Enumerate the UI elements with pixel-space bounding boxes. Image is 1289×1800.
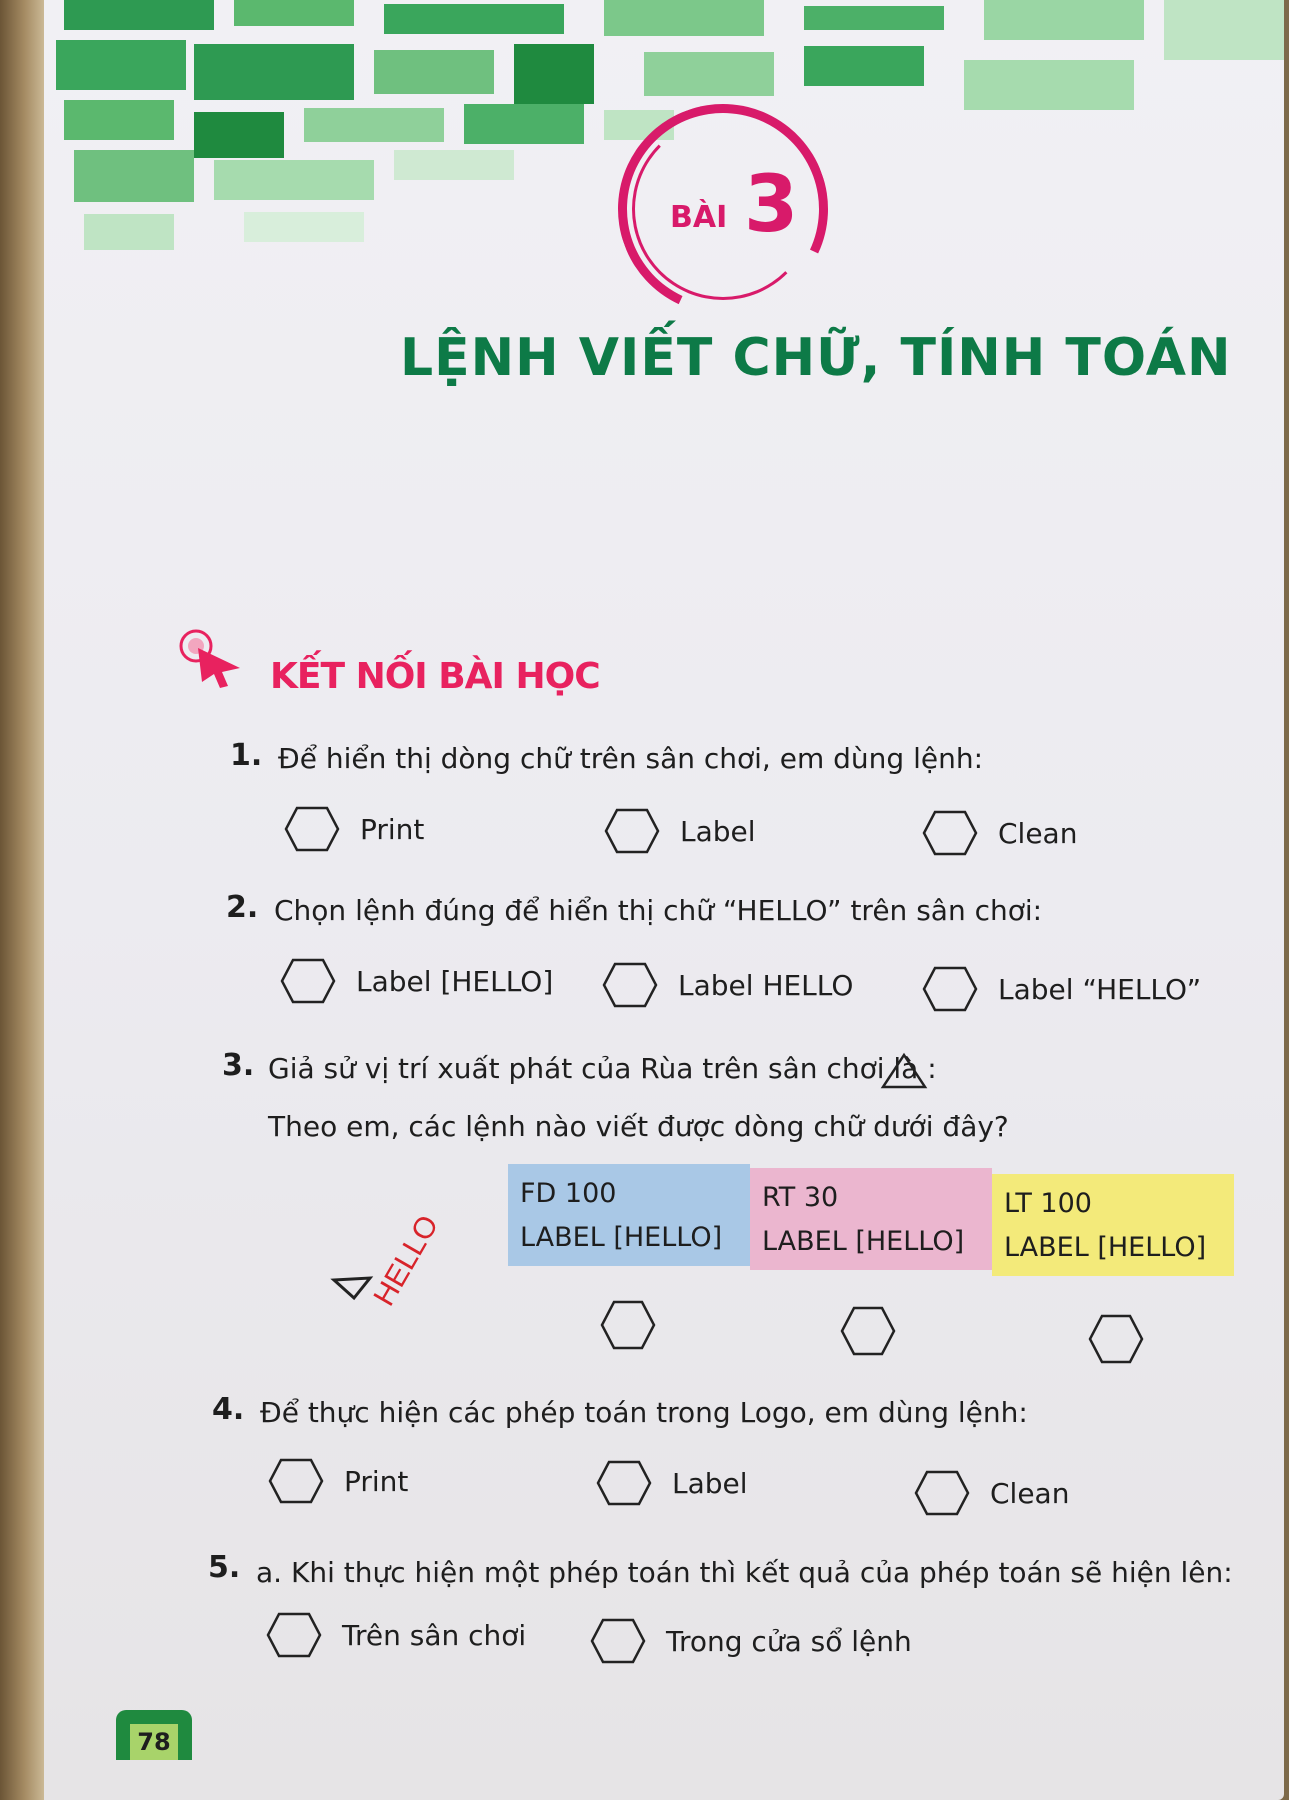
option-label: Label [HELLO]: [356, 964, 554, 998]
question-number: 1.: [230, 738, 263, 773]
option-label: Label “HELLO”: [998, 972, 1202, 1006]
answer-option[interactable]: [596, 1460, 748, 1506]
option-label: Trên sân chơi: [342, 1618, 527, 1652]
lesson-number: 3: [744, 160, 799, 250]
hexagon-checkbox-icon[interactable]: [604, 808, 660, 854]
question-subtext: Theo em, các lệnh nào viết được dòng chữ dưới đây?: [268, 1110, 1009, 1143]
answer-option[interactable]: [590, 1618, 912, 1664]
turtle-start-triangle-icon: [880, 1052, 928, 1090]
hexagon-checkbox-icon[interactable]: [268, 1458, 324, 1504]
hexagon-checkbox-icon[interactable]: [600, 1300, 656, 1350]
answer-option[interactable]: [914, 1470, 1069, 1516]
option-label: Clean: [990, 1476, 1070, 1510]
answer-option[interactable]: [922, 810, 1077, 856]
lesson-label: BÀI: [670, 200, 728, 235]
answer-option[interactable]: [604, 808, 756, 854]
question-number: 2.: [226, 890, 259, 925]
command-line: FD 100: [520, 1178, 617, 1209]
answer-option[interactable]: [266, 1612, 526, 1658]
question-text: Chọn lệnh đúng để hiển thị chữ “HELLO” trên sân chơi:: [274, 894, 1043, 927]
hexagon-checkbox-icon[interactable]: [280, 958, 336, 1004]
question-number: 4.: [212, 1392, 245, 1427]
answer-option[interactable]: [922, 966, 1201, 1012]
command-line: LT 100: [1004, 1188, 1092, 1219]
cursor-icon: [176, 628, 246, 690]
hexagon-checkbox-icon[interactable]: [284, 806, 340, 852]
section-title: KẾT NỐI BÀI HỌC: [270, 656, 600, 697]
option-label: Clean: [998, 816, 1078, 850]
hexagon-checkbox-icon[interactable]: [922, 966, 978, 1012]
option-label: Label HELLO: [678, 968, 854, 1002]
command-box: [992, 1174, 1234, 1276]
command-box: [508, 1164, 750, 1266]
question-text: Để thực hiện các phép toán trong Logo, em dùng lệnh:: [260, 1396, 1028, 1429]
answer-option[interactable]: [280, 958, 553, 1004]
hexagon-checkbox-icon[interactable]: [922, 810, 978, 856]
hexagon-checkbox-icon[interactable]: [266, 1612, 322, 1658]
answer-option[interactable]: [602, 962, 853, 1008]
answer-option[interactable]: [268, 1458, 408, 1504]
hexagon-checkbox-icon[interactable]: [602, 962, 658, 1008]
command-line: RT 30: [762, 1182, 839, 1213]
question-number: 5.: [208, 1550, 241, 1585]
hexagon-checkbox-icon[interactable]: [1088, 1314, 1144, 1364]
hexagon-checkbox-icon[interactable]: [914, 1470, 970, 1516]
option-label: Trong cửa sổ lệnh: [666, 1624, 912, 1658]
question-text: Để hiển thị dòng chữ trên sân chơi, em dùng lệnh:: [278, 742, 984, 775]
hexagon-checkbox-icon[interactable]: [596, 1460, 652, 1506]
command-line: LABEL [HELLO]: [1004, 1232, 1207, 1263]
hello-figure-text: HELLO: [367, 1209, 446, 1312]
command-box: [750, 1168, 992, 1270]
option-label: Label: [672, 1466, 748, 1500]
hello-figure: [330, 1196, 460, 1326]
hexagon-checkbox-icon[interactable]: [590, 1618, 646, 1664]
page-title: LỆNH VIẾT CHỮ, TÍNH TOÁN: [400, 328, 1232, 388]
command-line: LABEL [HELLO]: [520, 1222, 723, 1253]
option-label: Print: [360, 812, 425, 846]
command-line: LABEL [HELLO]: [762, 1226, 965, 1257]
option-label: Print: [344, 1464, 409, 1498]
question-number: 3.: [222, 1048, 255, 1083]
page-number: 78: [130, 1724, 178, 1760]
option-label: Label: [680, 814, 756, 848]
question-text: a. Khi thực hiện một phép toán thì kết quả của phép toán sẽ hiện lên:: [256, 1556, 1233, 1589]
answer-option[interactable]: [284, 806, 424, 852]
question-text: Giả sử vị trí xuất phát của Rùa trên sân chơi là :: [268, 1052, 937, 1085]
hexagon-checkbox-icon[interactable]: [840, 1306, 896, 1356]
